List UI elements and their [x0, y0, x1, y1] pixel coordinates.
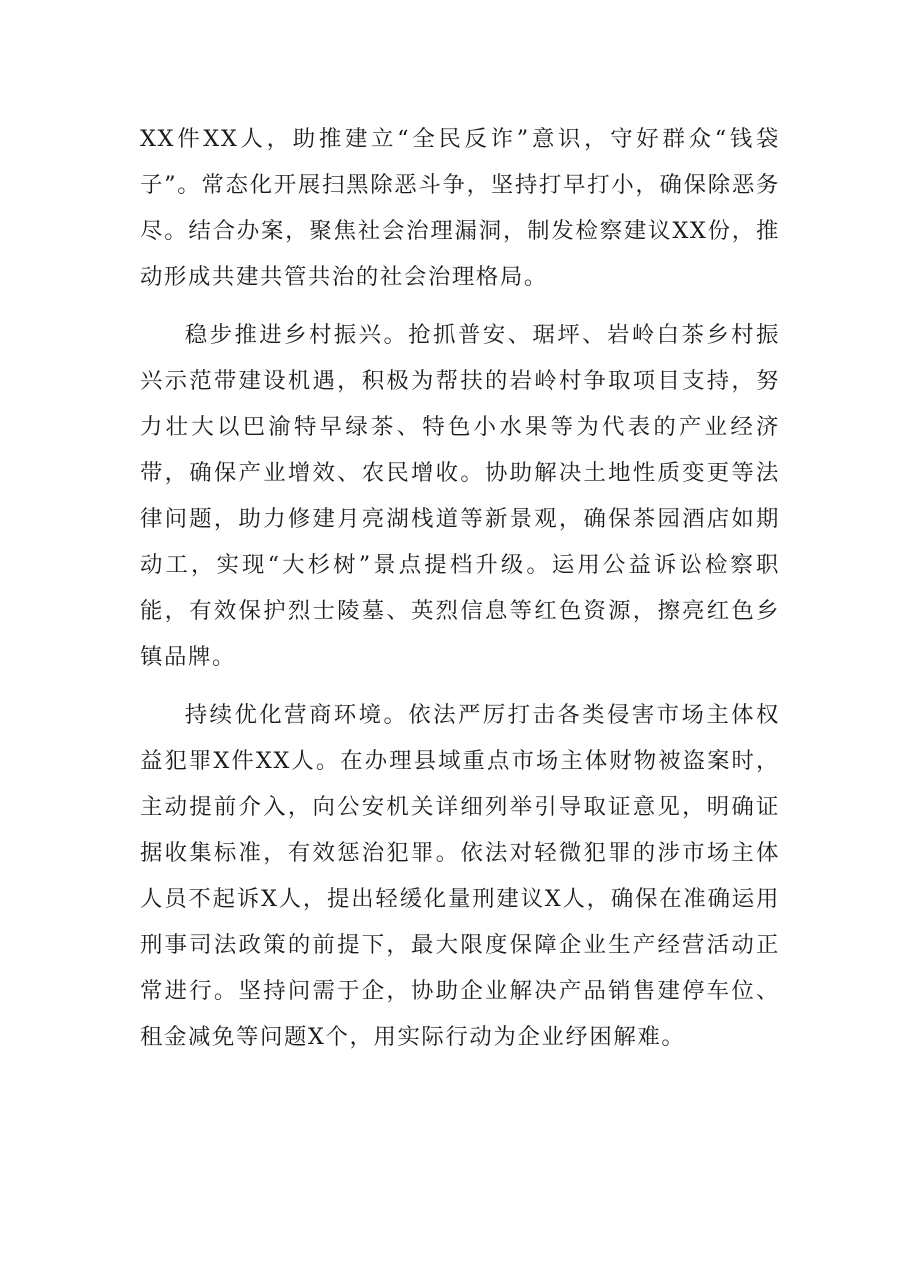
paragraph-continuation: XX件XX人，助推建立“全民反诈”意识，守好群众“钱袋子”。常态化开展扫黑除恶斗争，坚持打早打小，确保除恶务尽。结合办案，聚焦社会治理漏洞，制发检察建议XX份，推动形成共建共管共治的社会治理格局。: [140, 126, 780, 290]
document-body: [140, 116, 780, 1072]
paragraph-business-environment: 持续优化营商环境。依法严厉打击各类侵害市场主体权益犯罪X件XX人。在办理县域重点市场主体财物被盗案时，主动提前介入，向公安机关详细列举引导取证意见，明确证据收集标准，有效惩治犯罪。依法对轻微犯罪的涉市场主体人员不起诉X人，提出轻缓化量刑建议X人，确保在准确运用刑事司法政策的前提下，最大限度保障企业生产经营活动正常进行。坚持问需于企，协助企业解决产品销售建停车位、租金减免等问题X个，用实际行动为企业纾困解难。: [140, 702, 780, 1050]
paragraph-rural-revitalization: 稳步推进乡村振兴。抢抓普安、琚坪、岩岭白茶乡村振兴示范带建设机遇，积极为帮扶的岩岭村争取项目支持，努力壮大以巴渝特早绿茶、特色小水果等为代表的产业经济带，确保产业增效、农民增收。协助解决土地性质变更等法律问题，助力修建月亮湖栈道等新景观，确保茶园酒店如期动工，实现“大杉树”景点提档升级。运用公益诉讼检察职能，有效保护烈士陵墓、英烈信息等红色资源，擦亮红色乡镇品牌。: [140, 322, 780, 670]
